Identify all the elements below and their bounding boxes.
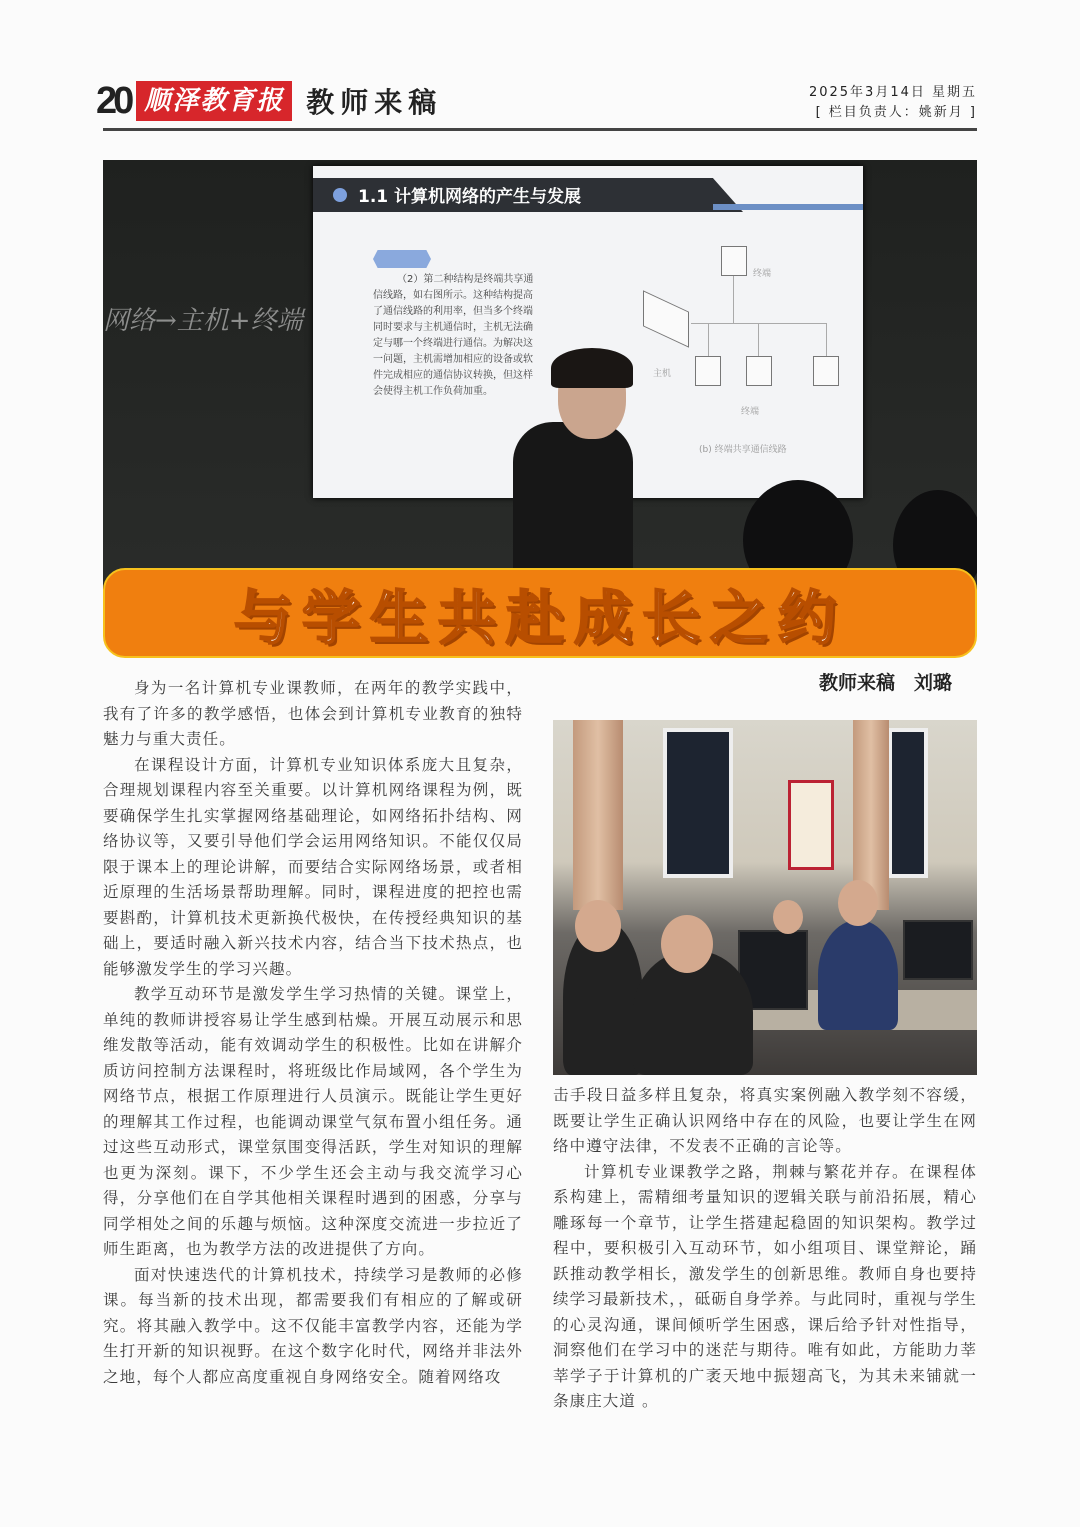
terminal-icon xyxy=(695,356,721,386)
student-face xyxy=(575,900,621,952)
article-title-banner xyxy=(103,568,977,658)
bullet-dot-icon xyxy=(333,188,347,202)
window xyxy=(888,728,928,878)
slide-tag xyxy=(373,250,431,268)
student xyxy=(818,920,898,1030)
paragraph: 击手段日益多样且复杂，将真实案例融入教学刻不容缓，既要让学生正确认识网络中存在的风险，也要让学生在网络中遵守法律，不发表不正确的言论等。 xyxy=(553,1086,977,1155)
header-divider xyxy=(103,128,977,131)
classroom-teacher-photo xyxy=(103,160,977,600)
issue-info xyxy=(809,83,977,123)
network-line xyxy=(758,323,759,358)
chalk-writing: 网络→主机+终端 xyxy=(103,306,303,336)
article-column-left xyxy=(103,676,523,1390)
network-line xyxy=(826,323,827,358)
terminal-icon xyxy=(746,356,772,386)
issue-date: 2025年3月14日 星期五 xyxy=(808,85,977,100)
section-title: 教师来稿 xyxy=(306,86,443,119)
network-line xyxy=(691,323,827,324)
student-face xyxy=(838,880,878,926)
slide-accent-bar xyxy=(713,204,863,210)
slide-title: 1.1 计算机网络的产生与发展 xyxy=(358,187,582,207)
student-face xyxy=(661,915,713,973)
window xyxy=(663,728,733,878)
terminal-icon xyxy=(813,356,839,386)
page-header xyxy=(96,80,442,122)
terminal-label: 终端 xyxy=(753,269,772,279)
page-number: 20 xyxy=(96,79,131,122)
paragraph: 面对快速迭代的计算机技术，持续学习是教师的必修课。每当新的技术出现，都需要我们有相应的了解或研究。将其融入教学中。这不仅能丰富教学内容，还能为学生打开新的知识视野。在这个数字化时代，网络并非法外之地，每个人都应高度重视自身网络安全。随着网络攻 xyxy=(103,1265,523,1386)
network-line xyxy=(708,323,709,358)
terminal-label: 终端 xyxy=(741,407,760,417)
paragraph: 教学互动环节是激发学生学习热情的关键。课堂上，单纯的教师讲授容易让学生感到枯燥。开展互动展示和思维发散等活动，能有效调动学生的积极性。比如在讲解介质访问控制方法课程时，将班级比作局域网，各个学生为网络节点，根据工作原理进行人员演示。既能让学生更好的理解其工作过程，也能调动课堂气氛布置小组任务。通过这些互动形式，课堂氛围变得活跃，学生对知识的理解也更为深刻。课下，不少学生还会主动与我交流学习心得，分享他们在自学其他相关课程时遇到的困惑，分享与同学相处之间的乐趣与烦恼。这种深度交流进一步拉近了师生距离，也为教学方法的改进提供了方向。 xyxy=(103,985,523,1258)
slide-text: （2）第二种结构是终端共享通信线路，如右图所示。这种结构提高了通信线路的利用率，但当多个终端同时要求与主机通信时，主机无法确定与哪一个终端进行通信。为解决这一问题，主机需增加相应的设备或软件完成相应的通信协议转换，但这样会使得主机工作负荷加重。 xyxy=(373,274,534,397)
teacher-hair xyxy=(551,348,633,388)
paragraph: 计算机专业课教学之路，荆棘与繁花并存。在课程体系构建上，需精细考量知识的逻辑关联与前沿拓展，精心雕琢每一个章节，让学生搭建起稳固的知识架构。教学过程中，要积极引入互动环节，如小组项目、课堂辩论，踊跃推动教学相长，激发学生的创新思维。教师自身也要持续学习最新技术，，砥砺自身学养。与此同时，重视与学生的心灵沟通，课间倾听学生困惑，课后给予针对性指导，洞察他们在学习中的迷茫与期待。唯有如此，方能助力莘莘学子于计算机的广袤天地中振翅高飞，为其未来铺就一条康庄大道 。 xyxy=(553,1162,977,1410)
wall-poster xyxy=(788,780,834,870)
curtain xyxy=(573,720,623,910)
terminal-icon xyxy=(721,246,747,276)
article-title: 与学生共赴成长之约 xyxy=(233,584,846,652)
host-label: 主机 xyxy=(653,369,672,379)
newspaper-masthead: 顺泽教育报 xyxy=(136,81,292,121)
classroom-students-photo xyxy=(553,720,977,1075)
paragraph: 身为一名计算机专业课教师，在两年的教学实践中，我有了许多的教学感悟，也体会到计算机专业教育的独特魅力与重大责任。 xyxy=(103,679,523,748)
student-face xyxy=(773,900,803,934)
paragraph: 在课程设计方面，计算机专业知识体系庞大且复杂，合理规划课程内容至关重要。以计算机网络课程为例，既要确保学生扎实掌握网络基础理论，如网络拓扑结构、网络协议等，又要引导他们学会运用网络知识。不能仅仅局限于课本上的理论讲解，而要结合实际网络场景，或者相近原理的生活场景帮助理解。同时，课程进度的把控也需要斟酌，计算机技术更新换代极快，在传授经典知识的基础上，要适时融入新兴技术内容，结合当下技术热点，也能够激发学生的学习兴趣。 xyxy=(103,755,523,978)
column-editor: [ 栏目负责人：姚新月 ] xyxy=(815,105,977,120)
host-computer-icon xyxy=(643,290,689,347)
article-column-right xyxy=(553,1083,977,1415)
diagram-caption: (b) 终端共享通信线路 xyxy=(699,445,787,455)
monitor xyxy=(903,920,973,980)
byline: 教师来稿 刘璐 xyxy=(818,672,952,694)
